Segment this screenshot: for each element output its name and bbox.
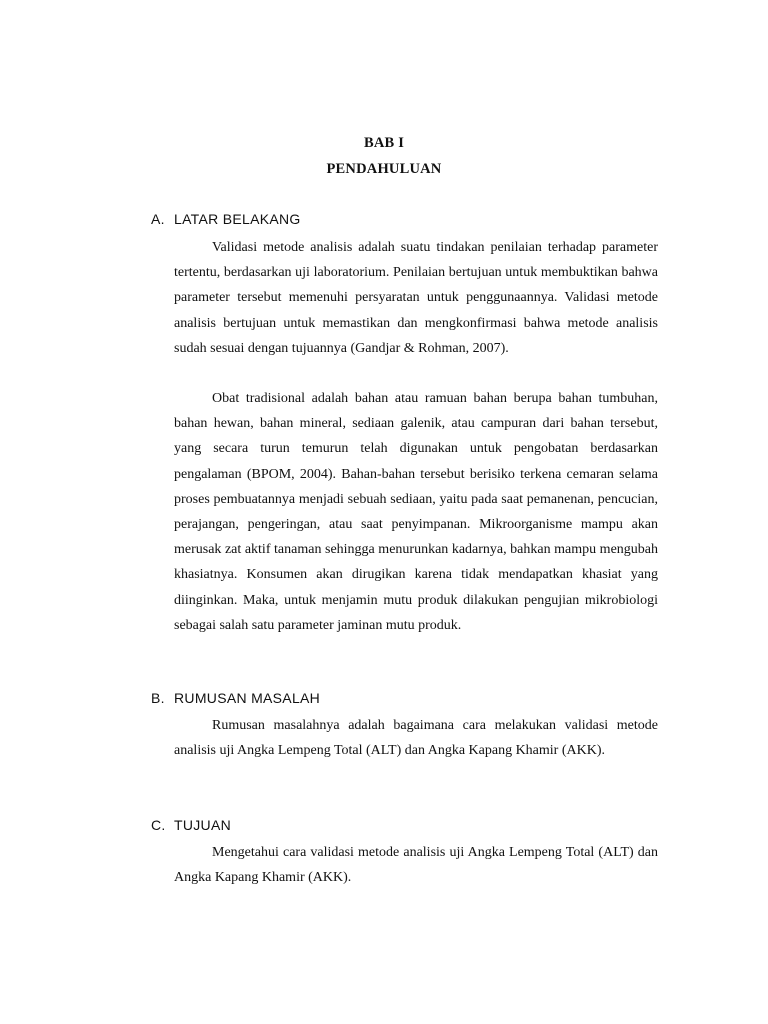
section-heading-tujuan <box>151 817 231 833</box>
section-title: LATAR BELAKANG <box>174 211 301 227</box>
paragraph-rumusan-masalah: Rumusan masalahnya adalah bagaimana cara melakukan validasi metode analisis uji Angka Lempeng Total (ALT) dan Angka Kapang Khamir (AKK). <box>174 718 658 759</box>
paragraph-tujuan: Mengetahui cara validasi metode analisis uji Angka Lempeng Total (ALT) dan Angka Kapang Khamir (AKK). <box>174 845 658 886</box>
section-title: RUMUSAN MASALAH <box>174 690 321 706</box>
section-letter: C. <box>151 817 166 833</box>
section-letter: B. <box>151 690 165 706</box>
section-heading-latar-belakang <box>151 211 301 227</box>
chapter-number: BAB I <box>363 135 405 151</box>
paragraph-latar-belakang-2: Obat tradisional adalah bahan atau ramuan bahan berupa bahan tumbuhan, bahan hewan, bahan mineral, sediaan galenik, atau campuran dari bahan tersebut, yang secara turun temurun telah digunakan untuk pengobatan berdasarkan pengalaman (BPOM, 2004). Bahan-bahan tersebut berisiko terkena cemaran selama proses pembuatannya menjadi sebuah sediaan, yaitu pada saat pemanenan, pencucian, perajangan, pengeringan, atau saat penyimpanan. Mikroorganisme mampu akan merusak zat aktif tanaman sehingga menurunkan kadarnya, bahkan mampu mengubah khasiatnya. Konsumen akan dirugikan karena tidak mendapatkan khasiat yang diinginkan. Maka, untuk menjamin mutu produk dilakukan pengujian mikrobiologi sebagai salah satu parameter jaminan mutu produk. <box>174 391 658 633</box>
chapter-title: PENDAHULUAN <box>326 161 442 177</box>
section-letter: A. <box>151 211 165 227</box>
section-title: TUJUAN <box>174 817 232 833</box>
section-heading-rumusan-masalah <box>151 690 320 706</box>
paragraph-latar-belakang-1: Validasi metode analisis adalah suatu tindakan penilaian terhadap parameter tertentu, berdasarkan uji laboratorium. Penilaian bertujuan untuk membuktikan bahwa parameter tersebut memenuhi persyaratan untuk penggunaannya. Validasi metode analisis bertujuan untuk memastikan dan mengkonfirmasi bahwa metode analisis sudah sesuai dengan tujuannya (Gandjar & Rohman, 2007). <box>174 240 658 356</box>
